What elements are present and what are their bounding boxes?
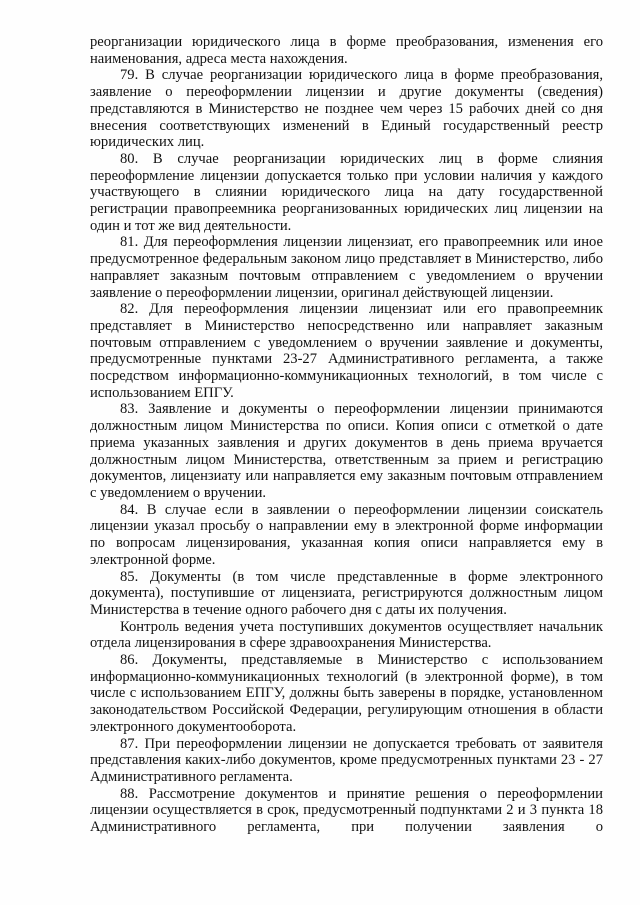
- document-body: [90, 34, 603, 836]
- paragraph-83: 83. Заявление и документы о переоформлении лицензии принимаются должностным лицом Министерства по описи. Копия описи с отметкой о дате приема указанных заявления и других документов в день приема вручается должностным лицом Министерства, ответственным за прием и регистрацию документов, лицензиату или направляется ему заказным почтовым отправлением с уведомлением о вручении.: [90, 401, 603, 501]
- paragraph-79: 79. В случае реорганизации юридического лица в форме преобразования, заявление о переоформлении лицензии и другие документы (сведения) представляются в Министерство не позднее чем через 15 рабочих дней со дня внесения соответствующих изменений в Единый государственный реестр юридических лиц.: [90, 67, 603, 151]
- paragraph-81: 81. Для переоформления лицензии лицензиат, его правопреемник или иное предусмотренное федеральным законом лицо представляет в Министерство, либо направляет заказным почтовым отправлением с уведомлением о вручении заявление о переоформлении лицензии, оригинал действующей лицензии.: [90, 234, 603, 301]
- paragraph-85-control: Контроль ведения учета поступивших документов осуществляет начальник отдела лицензирования в сфере здравоохранения Министерства.: [90, 618, 603, 652]
- paragraph-87: 87. При переоформлении лицензии не допускается требовать от заявителя представления каких-либо документов, кроме предусмотренных пунктами 23 - 27 Административного регламента.: [90, 735, 603, 785]
- paragraph-80: 80. В случае реорганизации юридических лиц в форме слияния переоформление лицензии допускается только при условии наличия у каждого участвующего в слиянии юридического лица на дату государственной регистрации правопреемника реорганизованных юридических лиц лицензии на один и тот же вид деятельности.: [90, 150, 603, 234]
- paragraph-continuation: реорганизации юридического лица в форме преобразования, изменения его наименования, адреса места нахождения.: [90, 34, 603, 67]
- paragraph-88: 88. Рассмотрение документов и принятие решения о переоформлении лицензии осуществляется в срок, предусмотренный подпунктами 2 и 3 пункта 18 Административного регламента, при получении заявления о: [90, 785, 603, 836]
- paragraph-84: 84. В случае если в заявлении о переоформлении лицензии соискатель лицензии указал просьбу о направлении ему в электронной форме информации по вопросам лицензирования, указанная копия описи направляется ему в электронной форме.: [90, 501, 603, 568]
- paragraph-85: 85. Документы (в том числе представленные в форме электронного документа), поступившие от лицензиата, регистрируются должностным лицом Министерства в течение одного рабочего дня с даты их получения.: [90, 568, 603, 618]
- paragraph-86: 86. Документы, представляемые в Министерство с использованием информационно-коммуникационных технологий (в электронной форме), в том числе с использованием ЕПГУ, должны быть заверены в порядке, установленном законодательством Российской Федерации, регулирующим отношения в области электронного документооборота.: [90, 652, 603, 735]
- paragraph-82: 82. Для переоформления лицензии лицензиат или его правопреемник представляет в Министерство непосредственно или направляет заказным почтовым отправлением с уведомлением о вручении заявление и документы, предусмотренные пунктами 23-27 Административного регламента, а также посредством информационно-коммуникационных технологий, в том числе с использованием ЕПГУ.: [90, 301, 603, 401]
